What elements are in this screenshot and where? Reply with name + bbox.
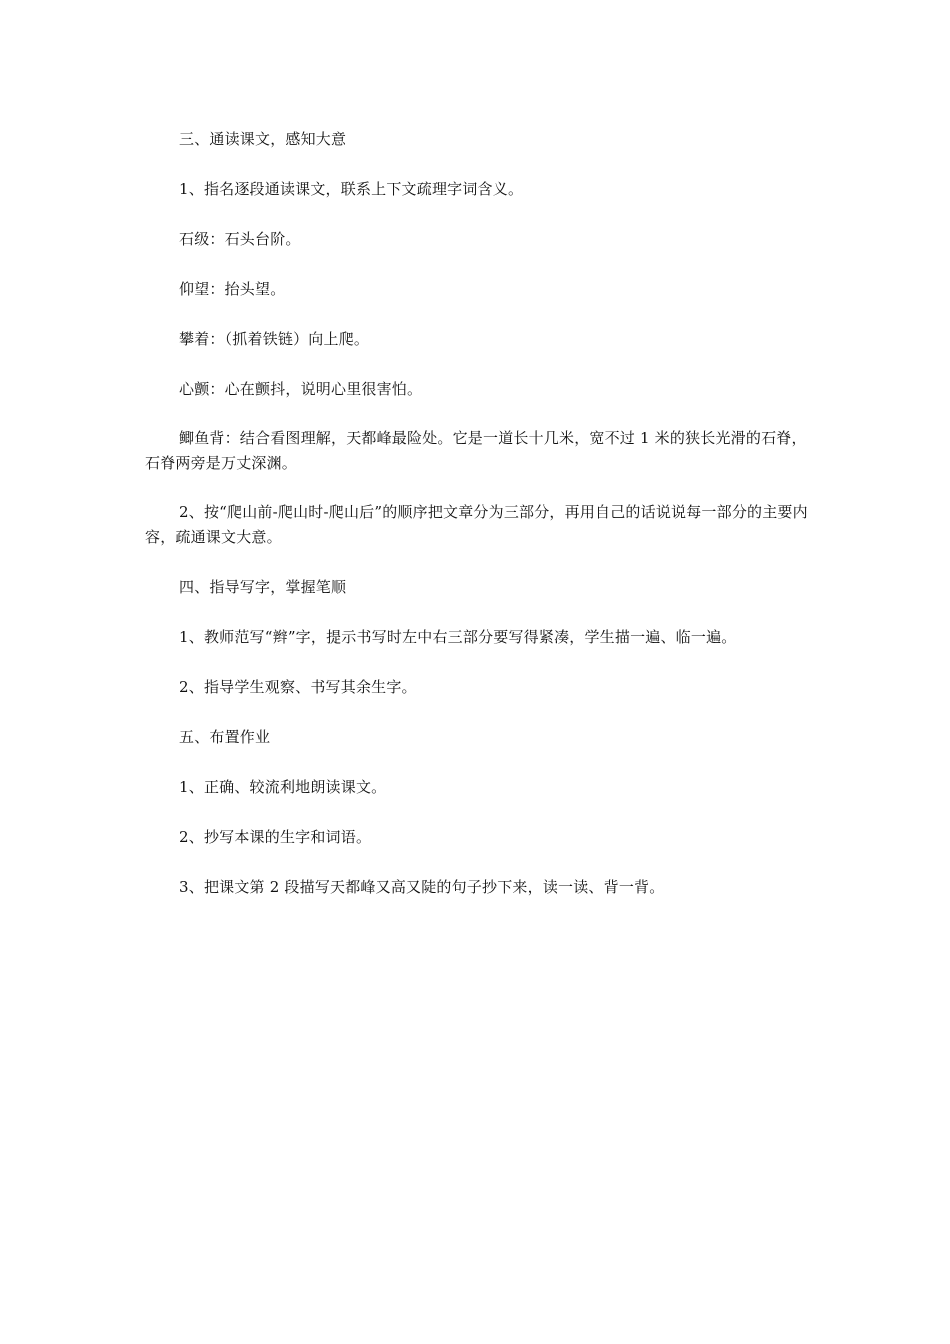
paragraph-step-2: 2、按“爬山前-爬山时-爬山后”的顺序把文章分为三部分，再用自己的话说说每一部分的主要内容，疏通课文大意。 [145, 503, 808, 546]
definition-panzhe: 攀着：（抓着铁链）向上爬。 [179, 330, 370, 348]
section-heading-3: 三、通读课文，感知大意 [179, 130, 347, 148]
definition-yangwang: 仰望：抬头望。 [179, 280, 286, 298]
section-heading-4: 四、指导写字，掌握笔顺 [179, 578, 347, 596]
paragraph-step-1: 1、指名逐段通读课文，联系上下文疏理字词含义。 [179, 180, 524, 198]
definition-shiji: 石级：石头台阶。 [179, 230, 301, 248]
definition-xinchan: 心颤：心在颤抖，说明心里很害怕。 [179, 380, 423, 398]
document-body [145, 126, 810, 924]
paragraph-writing-2: 2、指导学生观察、书写其余生字。 [179, 678, 417, 696]
paragraph-writing-1: 1、教师范写“辫”字，提示书写时左中右三部分要写得紧凑，学生描一遍、临一遍。 [179, 628, 737, 646]
section-heading-5: 五、布置作业 [179, 728, 271, 746]
homework-item-3: 3、把课文第 2 段描写天都峰又高又陡的句子抄下来，读一读、背一背。 [179, 878, 665, 896]
homework-item-1: 1、正确、较流利地朗读课文。 [179, 778, 387, 796]
homework-item-2: 2、抄写本课的生字和词语。 [179, 828, 372, 846]
definition-jiyubei: 鲫鱼背：结合看图理解，天都峰最险处。它是一道长十几米，宽不过 1 米的狭长光滑的石脊，石脊两旁是万丈深渊。 [145, 429, 807, 472]
